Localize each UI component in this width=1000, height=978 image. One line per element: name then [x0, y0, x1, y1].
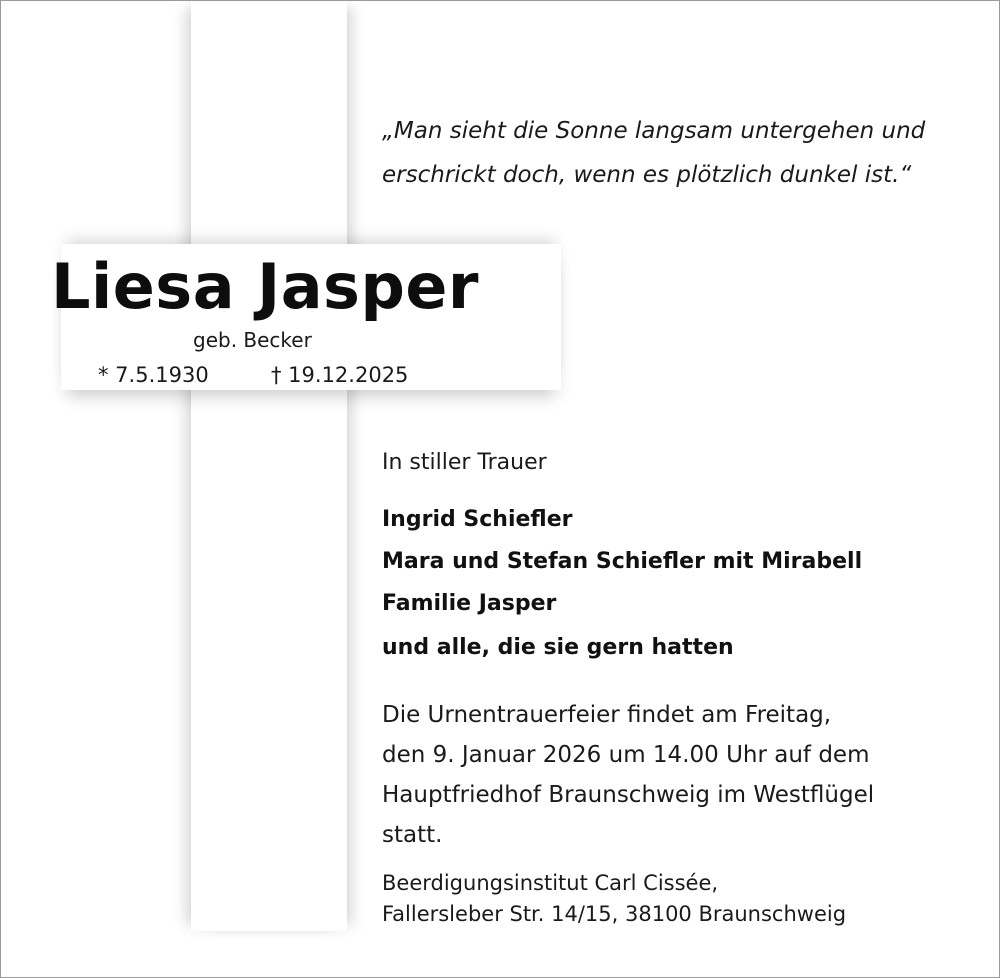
quote-line-1: „Man sieht die Sonne langsam untergehen und	[382, 118, 926, 144]
undertaker-line-1: Beerdigungsinstitut Carl Cissée,	[382, 871, 719, 895]
mourning-intro: In stiller Trauer	[382, 450, 547, 475]
undertaker-info	[382, 868, 846, 930]
mourner: Familie Jasper	[382, 591, 557, 616]
quote-line-2: erschrickt doch, wenn es plötzlich dunkel ist.“	[382, 162, 912, 188]
deceased-name: Liesa Jasper	[51, 250, 479, 323]
mourners-closing: und alle, die sie gern hatten	[382, 635, 734, 660]
maiden-name: geb. Becker	[193, 328, 312, 352]
ceremony-line-4: statt.	[382, 822, 443, 848]
quote	[382, 109, 982, 197]
ceremony-info	[382, 695, 874, 855]
life-dates	[98, 363, 409, 387]
ceremony-line-3: Hauptfriedhof Braunschweig im Westflügel	[382, 782, 875, 808]
birth-date: * 7.5.1930	[98, 363, 209, 387]
ceremony-line-2: den 9. Januar 2026 um 14.00 Uhr auf dem	[382, 742, 870, 768]
cross-vertical-beam	[191, 1, 347, 931]
undertaker-line-2: Fallersleber Str. 14/15, 38100 Braunschweig	[382, 902, 847, 926]
mourner: Mara und Stefan Schiefler mit Mirabell	[382, 549, 863, 574]
ceremony-line-1: Die Urnentrauerfeier findet am Freitag,	[382, 702, 832, 728]
death-date: † 19.12.2025	[271, 363, 409, 387]
mourner: Ingrid Schiefler	[382, 507, 573, 532]
mourners-list	[382, 499, 862, 625]
